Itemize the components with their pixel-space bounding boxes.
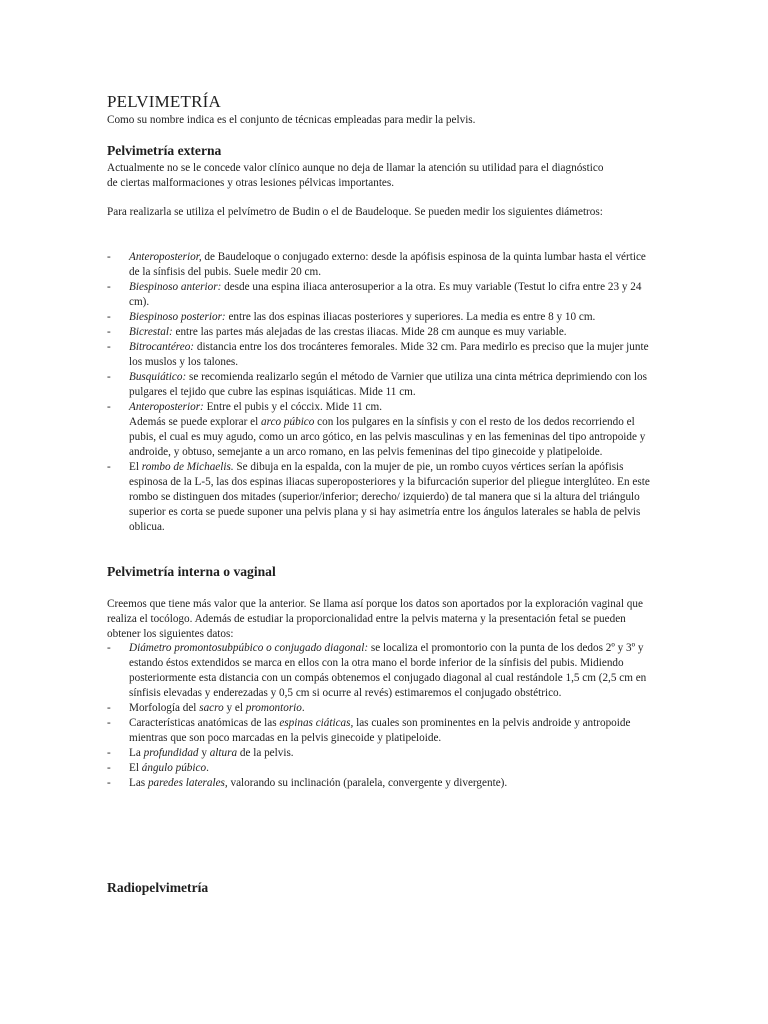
list-item: - Morfología del sacro y el promontorio. bbox=[107, 702, 305, 714]
externa-paragraph-2: Para realizarla se utiliza el pelvímetro de Budin o el de Baudeloque. Se pueden medir los siguientes diámetros: bbox=[107, 206, 603, 218]
externa-diameter-list bbox=[107, 250, 651, 535]
list-item: - Biespinoso posterior: entre las dos espinas iliacas posteriores y superiores. La media es entre 8 y 10 cm. bbox=[107, 311, 596, 323]
list-item: - El ángulo púbico. bbox=[107, 762, 209, 774]
list-item: - Diámetro promontosubpúbico o conjugado diagonal: se localiza el promontorio con la punta de los dedos 2º y 3º y estando éstos extendidos se marca en ellos con la otra mano el borde inferior de la sínfisis del pubis. Midiendo posteriormente esta distancia con un compás obtenemos el conjugado diagonal al cual restándole 1,5 cm (2,5 cm en sínfisis elevadas y enderezadas y 0,5 cm si ocurre al revés) estimaremos el conjugado obstétrico. bbox=[107, 642, 647, 699]
intro-paragraph: Como su nombre indica es el conjunto de técnicas empleadas para medir la pelvis. bbox=[107, 114, 476, 126]
list-item: - Las paredes laterales, valorando su inclinación (paralela, convergente y divergente). bbox=[107, 777, 508, 789]
list-item: - Bitrocantéreo: distancia entre los dos trocánteres femorales. Mide 32 cm. Para medirlo es preciso que la mujer junte los muslos y los talones. bbox=[107, 341, 649, 368]
list-item: - Biespinoso anterior: desde una espina iliaca anterosuperior a la otra. Es muy variable (Testut lo cifra entre 23 y 24 cm). bbox=[107, 281, 642, 308]
list-item: - Busquiático: se recomienda realizarlo según el método de Varnier que utiliza una cinta métrica deprimiendo con los pulgares el tejido que cubre las espinas isquiáticas. Mide 11 cm. bbox=[107, 371, 647, 398]
interna-data-list bbox=[107, 641, 661, 791]
list-item: - El rombo de Michaelis. Se dibuja en la espalda, con la mujer de pie, un rombo cuyos vértices serían la apófisis espinosa de la L-5, las dos espinas iliacas superoposteriores y la bifurcación superior del pliegue interglúteo. En este rombo se distinguen dos mitades (superior/inferior; derecho/ izquierdo) de tal manera que si la altura del triángulo superior es corta se puede suponer una pelvis plana y si hay asimetría entre los ángulos laterales se habla de pelvis oblicua. bbox=[107, 461, 650, 533]
section-heading-externa: Pelvimetría externa bbox=[107, 143, 222, 158]
externa-paragraph-1: Actualmente no se le concede valor clínico aunque no deja de llamar la atención su utilidad para el diagnóstico de ciertas malformaciones y otras lesiones pélvicas importantes. bbox=[107, 162, 604, 189]
list-item-continuation: Además se puede explorar el arco púbico con los pulgares en la sínfisis y con el resto de los dedos recorriendo el pubis, el cual es muy agudo, como un arco gótico, en las pelvis masculinas y en las femeninas del tipo antropoide y androide, y obtuso, semejante a un arco romano, en las pelvis femeninas del tipo ginecoide y platipeloide. bbox=[129, 416, 646, 458]
list-item: - Características anatómicas de las espinas ciáticas, las cuales son prominentes en la pelvis androide y antropoide mientras que son poco marcadas en la pelvis ginecoide y platipeloide. bbox=[107, 717, 631, 744]
list-item: - Bicrestal: entre las partes más alejadas de las crestas iliacas. Mide 28 cm aunque es muy variable. bbox=[107, 326, 567, 338]
page-title: PELVIMETRÍA bbox=[107, 92, 221, 111]
interna-paragraph-1: Creemos que tiene más valor que la anterior. Se llama así porque los datos son aportados por la exploración vaginal que realiza el tocólogo. Además de estudiar la proporcionalidad entre la pelvis materna y la presentación fetal se pueden obtener los siguientes datos: bbox=[107, 598, 643, 640]
list-item: - Anteroposterior: Entre el pubis y el cóccix. Mide 11 cm. bbox=[107, 401, 383, 413]
section-heading-interna: Pelvimetría interna o vaginal bbox=[107, 564, 276, 579]
list-item: - La profundidad y altura de la pelvis. bbox=[107, 747, 294, 759]
section-heading-radiopelvimetria: Radiopelvimetría bbox=[107, 880, 209, 895]
list-item: - Anteroposterior, de Baudeloque o conjugado externo: desde la apófisis espinosa de la quinta lumbar hasta el vértice de la sínfisis del pubis. Suele medir 20 cm. bbox=[107, 251, 646, 278]
